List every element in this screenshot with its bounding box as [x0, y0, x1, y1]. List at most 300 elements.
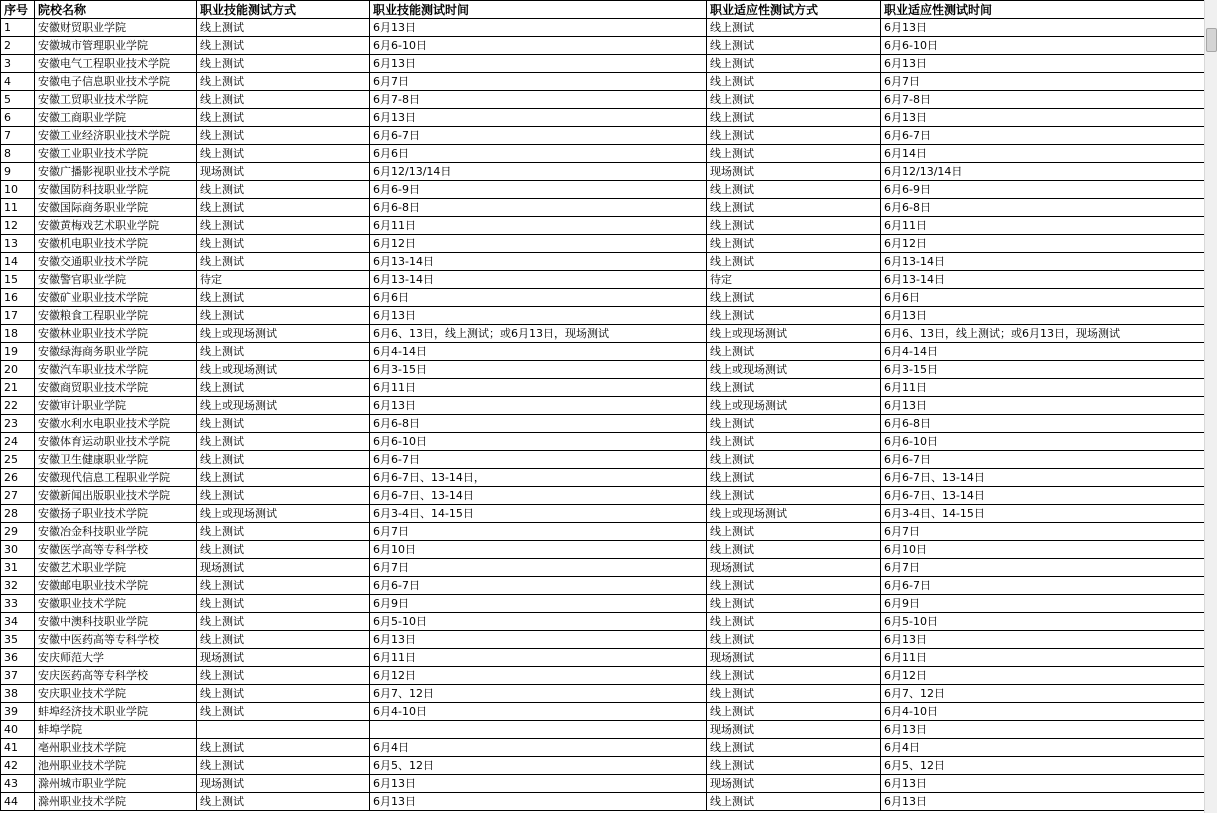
table-row [1, 199, 1206, 217]
cell-school-name[interactable]: 安徽工贸职业技术学院 [35, 91, 197, 109]
cell-aptitude-test-time[interactable]: 6月12日 [881, 235, 1206, 253]
cell-aptitude-test-method[interactable]: 线上测试 [707, 217, 881, 235]
cell-aptitude-test-time[interactable]: 6月12日 [881, 667, 1206, 685]
cell-index[interactable]: 25 [1, 451, 35, 469]
cell-index[interactable]: 6 [1, 109, 35, 127]
cell-aptitude-test-time[interactable]: 6月10日 [881, 541, 1206, 559]
cell-skill-test-time[interactable]: 6月3-15日 [370, 361, 707, 379]
cell-skill-test-time[interactable]: 6月7-8日 [370, 91, 707, 109]
cell-skill-test-method[interactable]: 线上测试 [197, 55, 370, 73]
cell-school-name[interactable]: 安徽广播影视职业技术学院 [35, 163, 197, 181]
cell-aptitude-test-method[interactable]: 线上测试 [707, 415, 881, 433]
cell-skill-test-time[interactable]: 6月6日 [370, 289, 707, 307]
cell-aptitude-test-method[interactable]: 待定 [707, 271, 881, 289]
cell-school-name[interactable]: 安徽警官职业学院 [35, 271, 197, 289]
cell-aptitude-test-time[interactable]: 6月4-10日 [881, 703, 1206, 721]
cell-index[interactable]: 23 [1, 415, 35, 433]
cell-school-name[interactable]: 安徽体育运动职业技术学院 [35, 433, 197, 451]
cell-skill-test-time[interactable]: 6月7日 [370, 559, 707, 577]
table-row [1, 145, 1206, 163]
header-aptitude-test-time[interactable]: 职业适应性测试时间 [881, 1, 1206, 19]
cell-index[interactable]: 3 [1, 55, 35, 73]
table-row [1, 613, 1206, 631]
cell-index[interactable]: 11 [1, 199, 35, 217]
cell-school-name[interactable]: 安徽商贸职业技术学院 [35, 379, 197, 397]
cell-school-name[interactable]: 滁州城市职业学院 [35, 775, 197, 793]
cell-index[interactable]: 9 [1, 163, 35, 181]
cell-index[interactable]: 20 [1, 361, 35, 379]
vertical-scrollbar[interactable] [1204, 0, 1217, 813]
cell-skill-test-time[interactable]: 6月6-10日 [370, 37, 707, 55]
cell-skill-test-method[interactable]: 线上或现场测试 [197, 325, 370, 343]
cell-index[interactable]: 13 [1, 235, 35, 253]
cell-index[interactable]: 27 [1, 487, 35, 505]
cell-index[interactable]: 31 [1, 559, 35, 577]
cell-aptitude-test-method[interactable]: 线上测试 [707, 523, 881, 541]
cell-aptitude-test-method[interactable]: 线上测试 [707, 307, 881, 325]
cell-skill-test-method[interactable]: 线上测试 [197, 19, 370, 37]
cell-school-name[interactable]: 安徽国防科技职业学院 [35, 181, 197, 199]
cell-skill-test-method[interactable]: 线上测试 [197, 181, 370, 199]
cell-index[interactable]: 2 [1, 37, 35, 55]
cell-school-name[interactable]: 安徽邮电职业技术学院 [35, 577, 197, 595]
cell-skill-test-time[interactable]: 6月6-7日、13-14日， [370, 469, 707, 487]
cell-index[interactable]: 35 [1, 631, 35, 649]
cell-skill-test-time[interactable]: 6月13日 [370, 631, 707, 649]
cell-skill-test-time[interactable]: 6月4-14日 [370, 343, 707, 361]
cell-aptitude-test-method[interactable]: 线上测试 [707, 199, 881, 217]
cell-aptitude-test-method[interactable]: 线上测试 [707, 703, 881, 721]
cell-index[interactable]: 4 [1, 73, 35, 91]
cell-skill-test-method[interactable]: 线上测试 [197, 685, 370, 703]
cell-skill-test-time[interactable]: 6月13-14日 [370, 253, 707, 271]
cell-skill-test-time[interactable]: 6月5、12日 [370, 757, 707, 775]
cell-school-name[interactable]: 安徽工商职业学院 [35, 109, 197, 127]
cell-aptitude-test-method[interactable]: 线上或现场测试 [707, 325, 881, 343]
cell-skill-test-method[interactable] [197, 721, 370, 739]
cell-index[interactable]: 40 [1, 721, 35, 739]
cell-skill-test-time[interactable]: 6月6-7日 [370, 577, 707, 595]
header-index[interactable]: 序号 [1, 1, 35, 19]
cell-skill-test-time[interactable]: 6月7日 [370, 73, 707, 91]
cell-skill-test-method[interactable]: 线上测试 [197, 433, 370, 451]
cell-skill-test-method[interactable]: 现场测试 [197, 163, 370, 181]
cell-index[interactable]: 14 [1, 253, 35, 271]
cell-school-name[interactable]: 安徽绿海商务职业学院 [35, 343, 197, 361]
cell-skill-test-method[interactable]: 现场测试 [197, 559, 370, 577]
table-row [1, 181, 1206, 199]
cell-skill-test-method[interactable]: 线上测试 [197, 73, 370, 91]
cell-index[interactable]: 29 [1, 523, 35, 541]
cell-index[interactable]: 21 [1, 379, 35, 397]
cell-aptitude-test-method[interactable]: 线上测试 [707, 487, 881, 505]
cell-skill-test-method[interactable]: 待定 [197, 271, 370, 289]
cell-skill-test-method[interactable]: 线上或现场测试 [197, 397, 370, 415]
cell-skill-test-method[interactable]: 线上测试 [197, 109, 370, 127]
cell-aptitude-test-time[interactable]: 6月14日 [881, 145, 1206, 163]
cell-aptitude-test-method[interactable]: 现场测试 [707, 163, 881, 181]
cell-index[interactable]: 15 [1, 271, 35, 289]
cell-aptitude-test-time[interactable]: 6月6-7日、13-14日 [881, 469, 1206, 487]
cell-school-name[interactable]: 安徽工业职业技术学院 [35, 145, 197, 163]
cell-aptitude-test-time[interactable]: 6月13日 [881, 721, 1206, 739]
cell-aptitude-test-time[interactable]: 6月3-15日 [881, 361, 1206, 379]
cell-aptitude-test-time[interactable]: 6月6-8日 [881, 415, 1206, 433]
cell-school-name[interactable]: 安徽城市管理职业学院 [35, 37, 197, 55]
cell-school-name[interactable]: 安徽现代信息工程职业学院 [35, 469, 197, 487]
cell-skill-test-method[interactable]: 线上测试 [197, 793, 370, 811]
table-row [1, 667, 1206, 685]
cell-school-name[interactable]: 安徽扬子职业技术学院 [35, 505, 197, 523]
cell-aptitude-test-time[interactable]: 6月6-7日 [881, 127, 1206, 145]
cell-index[interactable]: 39 [1, 703, 35, 721]
cell-skill-test-method[interactable]: 线上测试 [197, 37, 370, 55]
cell-aptitude-test-time[interactable]: 6月6-7日 [881, 451, 1206, 469]
cell-aptitude-test-method[interactable]: 线上测试 [707, 235, 881, 253]
cell-skill-test-time[interactable]: 6月7日 [370, 523, 707, 541]
cell-skill-test-method[interactable]: 线上测试 [197, 703, 370, 721]
cell-school-name[interactable]: 安徽职业技术学院 [35, 595, 197, 613]
cell-skill-test-time[interactable]: 6月6、13日，线上测试；或6月13日，现场测试 [370, 325, 707, 343]
cell-index[interactable]: 38 [1, 685, 35, 703]
cell-skill-test-method[interactable]: 线上或现场测试 [197, 505, 370, 523]
cell-skill-test-method[interactable]: 线上测试 [197, 145, 370, 163]
cell-school-name[interactable]: 蚌埠学院 [35, 721, 197, 739]
cell-index[interactable]: 16 [1, 289, 35, 307]
cell-aptitude-test-time[interactable]: 6月7-8日 [881, 91, 1206, 109]
cell-index[interactable]: 22 [1, 397, 35, 415]
header-skill-test-method[interactable]: 职业技能测试方式 [197, 1, 370, 19]
cell-skill-test-time[interactable]: 6月13日 [370, 793, 707, 811]
cell-school-name[interactable]: 亳州职业技术学院 [35, 739, 197, 757]
cell-skill-test-method[interactable]: 线上测试 [197, 487, 370, 505]
header-aptitude-test-method[interactable]: 职业适应性测试方式 [707, 1, 881, 19]
cell-index[interactable]: 36 [1, 649, 35, 667]
cell-skill-test-time[interactable]: 6月7、12日 [370, 685, 707, 703]
cell-aptitude-test-time[interactable]: 6月3-4日、14-15日 [881, 505, 1206, 523]
cell-skill-test-time[interactable]: 6月13-14日 [370, 271, 707, 289]
cell-skill-test-time[interactable]: 6月13日 [370, 55, 707, 73]
cell-index[interactable]: 8 [1, 145, 35, 163]
cell-aptitude-test-method[interactable]: 线上测试 [707, 127, 881, 145]
table-row [1, 739, 1206, 757]
cell-aptitude-test-time[interactable]: 6月5、12日 [881, 757, 1206, 775]
cell-school-name[interactable]: 安徽卫生健康职业学院 [35, 451, 197, 469]
cell-skill-test-time[interactable]: 6月6-8日 [370, 199, 707, 217]
cell-skill-test-method[interactable]: 线上测试 [197, 613, 370, 631]
cell-skill-test-method[interactable]: 线上测试 [197, 307, 370, 325]
table-row [1, 379, 1206, 397]
cell-school-name[interactable]: 安徽电气工程职业技术学院 [35, 55, 197, 73]
cell-school-name[interactable]: 安徽中医药高等专科学校 [35, 631, 197, 649]
cell-aptitude-test-time[interactable]: 6月9日 [881, 595, 1206, 613]
cell-skill-test-method[interactable]: 线上测试 [197, 631, 370, 649]
cell-skill-test-method[interactable]: 线上测试 [197, 757, 370, 775]
cell-school-name[interactable]: 安徽水利水电职业技术学院 [35, 415, 197, 433]
cell-aptitude-test-method[interactable]: 线上测试 [707, 793, 881, 811]
table-row [1, 541, 1206, 559]
cell-skill-test-method[interactable]: 线上测试 [197, 343, 370, 361]
table-row [1, 343, 1206, 361]
cell-school-name[interactable]: 安徽财贸职业学院 [35, 19, 197, 37]
cell-school-name[interactable]: 滁州职业技术学院 [35, 793, 197, 811]
cell-aptitude-test-method[interactable]: 线上测试 [707, 289, 881, 307]
table-row [1, 271, 1206, 289]
cell-aptitude-test-time[interactable]: 6月6-10日 [881, 37, 1206, 55]
table-row [1, 487, 1206, 505]
cell-skill-test-time[interactable]: 6月11日 [370, 379, 707, 397]
cell-school-name[interactable]: 安庆师范大学 [35, 649, 197, 667]
header-row [1, 1, 1206, 19]
cell-index[interactable]: 1 [1, 19, 35, 37]
cell-aptitude-test-time[interactable]: 6月11日 [881, 379, 1206, 397]
cell-aptitude-test-method[interactable]: 线上测试 [707, 145, 881, 163]
cell-skill-test-time[interactable]: 6月6-7日 [370, 127, 707, 145]
table-row [1, 55, 1206, 73]
cell-index[interactable]: 41 [1, 739, 35, 757]
cell-school-name[interactable]: 安徽矿业职业技术学院 [35, 289, 197, 307]
cell-school-name[interactable]: 安徽林业职业技术学院 [35, 325, 197, 343]
cell-aptitude-test-method[interactable]: 线上测试 [707, 667, 881, 685]
table-row [1, 757, 1206, 775]
cell-aptitude-test-time[interactable]: 6月7日 [881, 73, 1206, 91]
table-body [1, 19, 1206, 811]
cell-aptitude-test-method[interactable]: 线上测试 [707, 109, 881, 127]
cell-index[interactable]: 30 [1, 541, 35, 559]
cell-school-name[interactable]: 池州职业技术学院 [35, 757, 197, 775]
cell-index[interactable]: 24 [1, 433, 35, 451]
cell-index[interactable]: 28 [1, 505, 35, 523]
cell-school-name[interactable]: 安徽艺术职业学院 [35, 559, 197, 577]
table-row [1, 649, 1206, 667]
cell-skill-test-method[interactable]: 线上测试 [197, 739, 370, 757]
cell-index[interactable]: 33 [1, 595, 35, 613]
cell-skill-test-method[interactable]: 线上测试 [197, 127, 370, 145]
cell-aptitude-test-method[interactable]: 现场测试 [707, 559, 881, 577]
cell-aptitude-test-time[interactable]: 6月11日 [881, 649, 1206, 667]
cell-aptitude-test-time[interactable]: 6月13日 [881, 793, 1206, 811]
cell-aptitude-test-method[interactable]: 线上测试 [707, 631, 881, 649]
cell-skill-test-method[interactable]: 线上或现场测试 [197, 361, 370, 379]
cell-aptitude-test-time[interactable]: 6月13日 [881, 775, 1206, 793]
cell-aptitude-test-time[interactable]: 6月7、12日 [881, 685, 1206, 703]
cell-aptitude-test-time[interactable]: 6月6-7日 [881, 577, 1206, 595]
table-row [1, 109, 1206, 127]
cell-index[interactable]: 17 [1, 307, 35, 325]
table-row [1, 37, 1206, 55]
header-school-name[interactable]: 院校名称 [35, 1, 197, 19]
cell-aptitude-test-time[interactable]: 6月13-14日 [881, 253, 1206, 271]
cell-school-name[interactable]: 安庆医药高等专科学校 [35, 667, 197, 685]
cell-aptitude-test-method[interactable]: 现场测试 [707, 649, 881, 667]
cell-skill-test-time[interactable]: 6月4日 [370, 739, 707, 757]
cell-skill-test-time[interactable]: 6月6日 [370, 145, 707, 163]
cell-skill-test-time[interactable]: 6月12/13/14日 [370, 163, 707, 181]
cell-skill-test-method[interactable]: 线上测试 [197, 541, 370, 559]
cell-aptitude-test-time[interactable]: 6月11日 [881, 217, 1206, 235]
cell-aptitude-test-method[interactable]: 现场测试 [707, 775, 881, 793]
cell-index[interactable]: 34 [1, 613, 35, 631]
cell-skill-test-time[interactable]: 6月11日 [370, 217, 707, 235]
cell-skill-test-time[interactable]: 6月4-10日 [370, 703, 707, 721]
cell-skill-test-time[interactable]: 6月5-10日 [370, 613, 707, 631]
cell-aptitude-test-time[interactable]: 6月5-10日 [881, 613, 1206, 631]
cell-skill-test-method[interactable]: 线上测试 [197, 379, 370, 397]
cell-skill-test-time[interactable] [370, 721, 707, 739]
cell-index[interactable]: 12 [1, 217, 35, 235]
cell-index[interactable]: 44 [1, 793, 35, 811]
cell-school-name[interactable]: 安徽冶金科技职业学院 [35, 523, 197, 541]
cell-index[interactable]: 7 [1, 127, 35, 145]
cell-skill-test-time[interactable]: 6月13日 [370, 307, 707, 325]
cell-skill-test-method[interactable]: 线上测试 [197, 469, 370, 487]
cell-aptitude-test-method[interactable]: 现场测试 [707, 721, 881, 739]
cell-skill-test-method[interactable]: 线上测试 [197, 217, 370, 235]
cell-aptitude-test-method[interactable]: 线上测试 [707, 181, 881, 199]
table-row [1, 217, 1206, 235]
cell-school-name[interactable]: 安徽新闻出版职业技术学院 [35, 487, 197, 505]
cell-aptitude-test-method[interactable]: 线上测试 [707, 469, 881, 487]
table-row [1, 559, 1206, 577]
cell-aptitude-test-time[interactable]: 6月13日 [881, 397, 1206, 415]
cell-skill-test-method[interactable]: 现场测试 [197, 775, 370, 793]
cell-skill-test-time[interactable]: 6月6-7日、13-14日 [370, 487, 707, 505]
cell-skill-test-time[interactable]: 6月13日 [370, 775, 707, 793]
cell-aptitude-test-time[interactable]: 6月6-8日 [881, 199, 1206, 217]
cell-aptitude-test-method[interactable]: 线上测试 [707, 685, 881, 703]
cell-aptitude-test-method[interactable]: 线上或现场测试 [707, 361, 881, 379]
cell-aptitude-test-time[interactable]: 6月12/13/14日 [881, 163, 1206, 181]
cell-aptitude-test-time[interactable]: 6月13日 [881, 109, 1206, 127]
table-row [1, 451, 1206, 469]
cell-aptitude-test-time[interactable]: 6月6-7日、13-14日 [881, 487, 1206, 505]
cell-skill-test-time[interactable]: 6月10日 [370, 541, 707, 559]
cell-aptitude-test-method[interactable]: 线上测试 [707, 541, 881, 559]
cell-aptitude-test-time[interactable]: 6月4-14日 [881, 343, 1206, 361]
cell-skill-test-method[interactable]: 线上测试 [197, 415, 370, 433]
cell-index[interactable]: 18 [1, 325, 35, 343]
cell-aptitude-test-time[interactable]: 6月13日 [881, 19, 1206, 37]
cell-aptitude-test-time[interactable]: 6月6-9日 [881, 181, 1206, 199]
cell-aptitude-test-method[interactable]: 线上测试 [707, 37, 881, 55]
cell-aptitude-test-method[interactable]: 线上测试 [707, 739, 881, 757]
cell-aptitude-test-method[interactable]: 线上测试 [707, 55, 881, 73]
cell-school-name[interactable]: 安徽中澳科技职业学院 [35, 613, 197, 631]
cell-school-name[interactable]: 安徽国际商务职业学院 [35, 199, 197, 217]
cell-school-name[interactable]: 安徽医学高等专科学校 [35, 541, 197, 559]
cell-skill-test-method[interactable]: 线上测试 [197, 289, 370, 307]
cell-aptitude-test-method[interactable]: 线上测试 [707, 379, 881, 397]
cell-aptitude-test-time[interactable]: 6月13日 [881, 307, 1206, 325]
cell-aptitude-test-time[interactable]: 6月7日 [881, 523, 1206, 541]
cell-skill-test-method[interactable]: 现场测试 [197, 649, 370, 667]
header-skill-test-time[interactable]: 职业技能测试时间 [370, 1, 707, 19]
cell-skill-test-time[interactable]: 6月3-4日、14-15日 [370, 505, 707, 523]
cell-skill-test-time[interactable]: 6月12日 [370, 667, 707, 685]
table-row [1, 397, 1206, 415]
cell-aptitude-test-time[interactable]: 6月13日 [881, 55, 1206, 73]
cell-skill-test-method[interactable]: 线上测试 [197, 577, 370, 595]
cell-school-name[interactable]: 安徽审计职业学院 [35, 397, 197, 415]
scrollbar-thumb[interactable] [1206, 28, 1217, 52]
cell-skill-test-method[interactable]: 线上测试 [197, 667, 370, 685]
cell-aptitude-test-method[interactable]: 线上测试 [707, 613, 881, 631]
cell-skill-test-time[interactable]: 6月13日 [370, 397, 707, 415]
table-row [1, 415, 1206, 433]
cell-skill-test-time[interactable]: 6月13日 [370, 109, 707, 127]
table-row [1, 631, 1206, 649]
cell-skill-test-time[interactable]: 6月6-8日 [370, 415, 707, 433]
table-row [1, 325, 1206, 343]
cell-aptitude-test-method[interactable]: 线上测试 [707, 433, 881, 451]
cell-index[interactable]: 43 [1, 775, 35, 793]
cell-index[interactable]: 42 [1, 757, 35, 775]
cell-skill-test-time[interactable]: 6月9日 [370, 595, 707, 613]
cell-skill-test-method[interactable]: 线上测试 [197, 451, 370, 469]
cell-aptitude-test-method[interactable]: 线上测试 [707, 253, 881, 271]
cell-skill-test-time[interactable]: 6月6-10日 [370, 433, 707, 451]
table-row [1, 685, 1206, 703]
cell-aptitude-test-time[interactable]: 6月13-14日 [881, 271, 1206, 289]
cell-aptitude-test-method[interactable]: 线上测试 [707, 343, 881, 361]
cell-aptitude-test-time[interactable]: 6月13日 [881, 631, 1206, 649]
cell-aptitude-test-time[interactable]: 6月4日 [881, 739, 1206, 757]
cell-aptitude-test-method[interactable]: 线上测试 [707, 19, 881, 37]
cell-aptitude-test-method[interactable]: 线上或现场测试 [707, 505, 881, 523]
cell-index[interactable]: 32 [1, 577, 35, 595]
cell-aptitude-test-time[interactable]: 6月6日 [881, 289, 1206, 307]
cell-aptitude-test-method[interactable]: 线上测试 [707, 73, 881, 91]
cell-index[interactable]: 37 [1, 667, 35, 685]
cell-skill-test-time[interactable]: 6月12日 [370, 235, 707, 253]
table-row [1, 19, 1206, 37]
cell-skill-test-time[interactable]: 6月6-7日 [370, 451, 707, 469]
cell-aptitude-test-method[interactable]: 线上测试 [707, 91, 881, 109]
cell-aptitude-test-time[interactable]: 6月6、13日，线上测试；或6月13日，现场测试 [881, 325, 1206, 343]
cell-school-name[interactable]: 安徽汽车职业技术学院 [35, 361, 197, 379]
cell-index[interactable]: 5 [1, 91, 35, 109]
cell-skill-test-method[interactable]: 线上测试 [197, 253, 370, 271]
cell-aptitude-test-method[interactable]: 线上或现场测试 [707, 397, 881, 415]
cell-school-name[interactable]: 安徽黄梅戏艺术职业学院 [35, 217, 197, 235]
cell-aptitude-test-time[interactable]: 6月6-10日 [881, 433, 1206, 451]
cell-school-name[interactable]: 蚌埠经济技术职业学院 [35, 703, 197, 721]
cell-school-name[interactable]: 安徽交通职业技术学院 [35, 253, 197, 271]
cell-skill-test-time[interactable]: 6月6-9日 [370, 181, 707, 199]
cell-skill-test-method[interactable]: 线上测试 [197, 235, 370, 253]
cell-skill-test-method[interactable]: 线上测试 [197, 91, 370, 109]
table-row [1, 127, 1206, 145]
cell-index[interactable]: 26 [1, 469, 35, 487]
cell-aptitude-test-method[interactable]: 线上测试 [707, 577, 881, 595]
cell-aptitude-test-time[interactable]: 6月7日 [881, 559, 1206, 577]
cell-school-name[interactable]: 安徽电子信息职业技术学院 [35, 73, 197, 91]
cell-index[interactable]: 10 [1, 181, 35, 199]
cell-skill-test-method[interactable]: 线上测试 [197, 199, 370, 217]
cell-skill-test-method[interactable]: 线上测试 [197, 523, 370, 541]
cell-skill-test-time[interactable]: 6月11日 [370, 649, 707, 667]
cell-school-name[interactable]: 安徽工业经济职业技术学院 [35, 127, 197, 145]
cell-school-name[interactable]: 安徽粮食工程职业学院 [35, 307, 197, 325]
cell-index[interactable]: 19 [1, 343, 35, 361]
cell-aptitude-test-method[interactable]: 线上测试 [707, 451, 881, 469]
cell-skill-test-method[interactable]: 线上测试 [197, 595, 370, 613]
cell-skill-test-time[interactable]: 6月13日 [370, 19, 707, 37]
cell-school-name[interactable]: 安庆职业技术学院 [35, 685, 197, 703]
cell-school-name[interactable]: 安徽机电职业技术学院 [35, 235, 197, 253]
cell-aptitude-test-method[interactable]: 线上测试 [707, 757, 881, 775]
cell-aptitude-test-method[interactable]: 线上测试 [707, 595, 881, 613]
